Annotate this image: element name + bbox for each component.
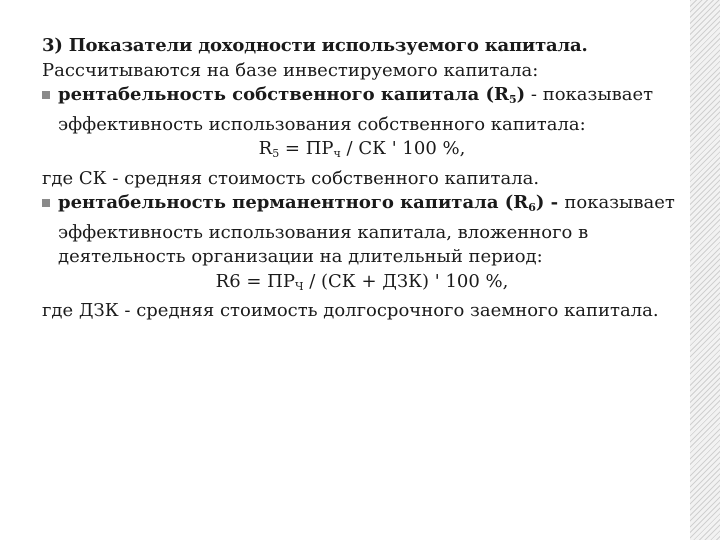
formula2-r6: R6 = ПР [215,270,295,292]
formula-r-subscript: 5 [272,147,280,160]
permanent-return-desc-line3: деятельность организации на длительный период: [58,246,543,267]
permanent-term-subscript: 6 [528,201,536,214]
square-bullet-icon [42,199,50,207]
slide-heading: 3) Показатели доходности используемого капитала. [42,35,588,56]
equity-return-term [58,84,525,105]
equity-term-text: рентабельность собственного капитала (R [58,84,509,105]
equity-return-formula [42,137,682,167]
formula-r: R [258,138,273,159]
slide-content [42,34,682,324]
equity-term-suffix: ) [516,84,526,105]
square-bullet-icon [42,91,50,99]
equity-note: где СК - средняя стоимость собственного капитала. [42,167,540,189]
permanent-return-term [58,192,564,213]
formula2-subscript: Ч [294,279,304,293]
equity-return-desc-start: - показывает [525,84,654,105]
bullet-item-permanent-return [42,191,682,221]
permanent-return-formula [42,270,682,300]
formula-rest: / СК ' 100 %, [340,138,466,159]
formula-pr: = ПР [279,138,334,159]
permanent-term-text: рентабельность перманентного капитала (R [58,192,529,213]
permanent-return-desc-start: показывает [564,192,675,213]
permanent-note: где ДЗК - средняя стоимость долгосрочного заемного капитала. [42,300,659,321]
decorative-hatched-stripe [690,0,720,540]
equity-return-desc: эффективность использования собственного капитала: [58,113,586,135]
permanent-term-suffix: ) - [535,192,565,213]
bullet-item-equity-return [42,83,682,113]
equity-term-subscript: 5 [508,93,517,106]
permanent-return-desc-line2: эффективность использования капитала, вложенного в [58,221,589,243]
formula-pr-subscript: ч [333,147,341,160]
formula2-rest: / (СК + ДЗК) ' 100 %, [303,270,509,292]
intro-text: Рассчитываются на базе инвестируемого капитала: [42,59,539,81]
